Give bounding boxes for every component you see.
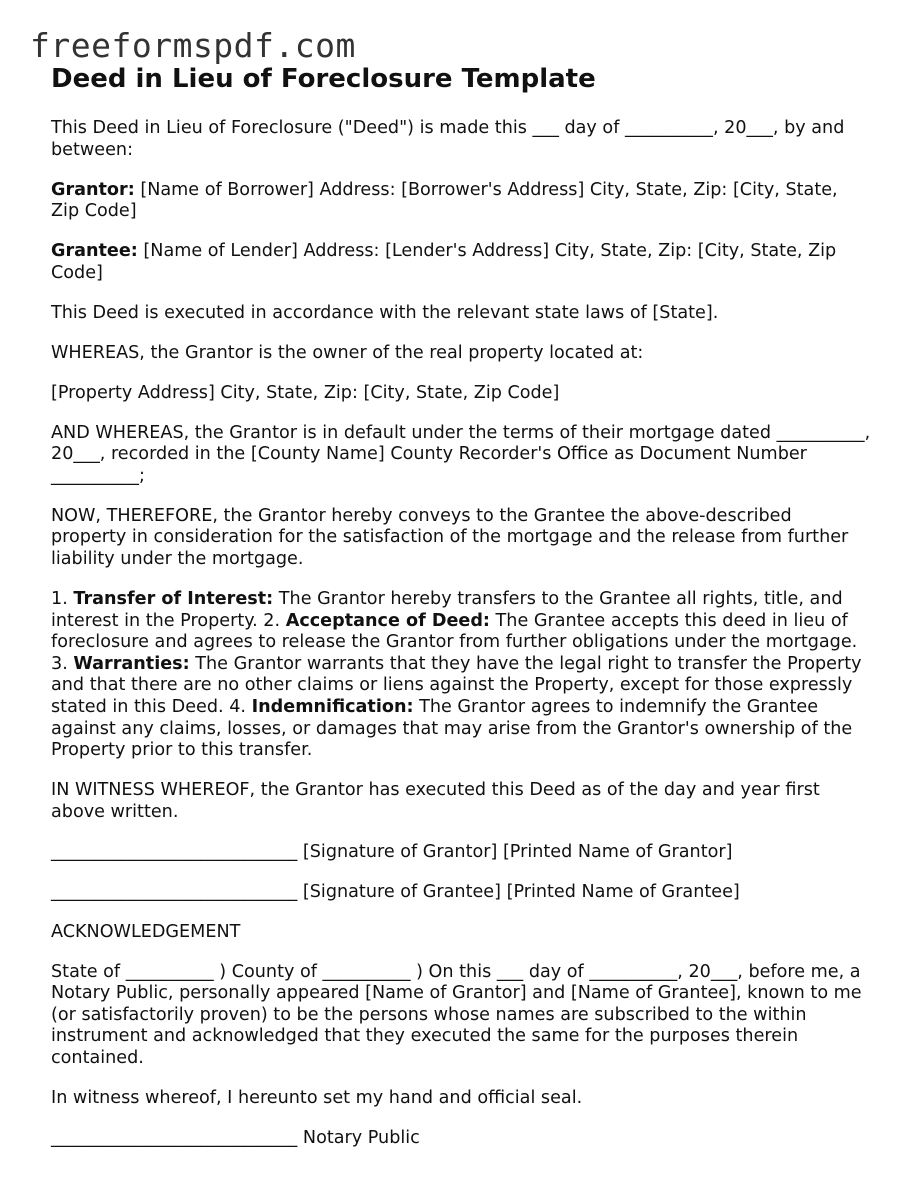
- and-whereas-paragraph: AND WHEREAS, the Grantor is in default under the terms of their mortgage dated __________, 20___, recorded in the [County Name] County Recorder's Office as Document Number __________;: [51, 422, 871, 486]
- document-title: Deed in Lieu of Foreclosure Template: [51, 64, 596, 94]
- grantee-text: [Name of Lender] Address: [Lender's Address] City, State, Zip: [City, State, Zip Code]: [51, 241, 837, 283]
- grantor-text: [Name of Borrower] Address: [Borrower's Address] City, State, Zip: [City, State, Zip Code]: [51, 179, 838, 222]
- document-body: [51, 118, 871, 1168]
- notary-signature-line: ____________________________ Notary Public: [51, 1128, 420, 1149]
- term-heading-indemnification: Indemnification:: [251, 697, 414, 717]
- property-paragraph: [Property Address] City, State, Zip: [City, State, Zip Code]: [51, 382, 560, 403]
- term-heading-warranties: Warranties:: [73, 653, 190, 674]
- grantor-paragraph: [51, 180, 871, 223]
- term-text: The Grantor hereby transfers to the Grantee all rights, title, and interest in the Property. 2.: [51, 589, 843, 631]
- grantor-label: Grantor:: [51, 179, 135, 200]
- acknowledgement-heading: ACKNOWLEDGEMENT: [51, 921, 241, 942]
- whereas-paragraph: WHEREAS, the Grantor is the owner of the real property located at:: [51, 342, 644, 363]
- watermark: freeformspdf.com: [30, 26, 356, 65]
- in-witness-paragraph: IN WITNESS WHEREOF, the Grantor has executed this Deed as of the day and year first above written.: [51, 780, 820, 822]
- now-therefore-paragraph: NOW, THEREFORE, the Grantor hereby conveys to the Grantee the above-described property in consideration for the satisfaction of the mortgage and the release from further liability under the mortgage.: [51, 505, 849, 570]
- term-heading-transfer: Transfer of Interest:: [73, 589, 274, 610]
- grantee-signature-line: ____________________________ [Signature of Grantee] [Printed Name of Grantee]: [51, 881, 740, 902]
- intro-paragraph: This Deed in Lieu of Foreclosure ("Deed") is made this ___ day of __________, 20___, by and between:: [51, 118, 845, 160]
- grantor-signature-line: ____________________________ [Signature of Grantor] [Printed Name of Grantor]: [51, 841, 733, 862]
- notary-witness-paragraph: In witness whereof, I hereunto set my hand and official seal.: [51, 1088, 583, 1109]
- term-text: The Grantee accepts this deed in lieu of foreclosure and agrees to release the Grantor from further obligations under the mortgage. 3.: [51, 610, 858, 674]
- terms-paragraph: [51, 589, 871, 762]
- term-heading-acceptance: Acceptance of Deed:: [285, 610, 490, 631]
- acknowledgement-body: State of __________ ) County of __________ ) On this ___ day of __________, 20___, before me, a Notary Public, personally appeared [Name of Grantor] and [Name of Grantee], known to me (or satisfactorily proven) to be the persons whose names are subscribed to the within instrument and acknowledged that they executed the same for the purposes therein contained.: [51, 961, 862, 1069]
- grantee-label: Grantee:: [51, 241, 138, 262]
- executed-paragraph: This Deed is executed in accordance with the relevant state laws of [State].: [51, 302, 719, 323]
- term-text: The Grantor agrees to indemnify the Grantee against any claims, losses, or damages that may arise from the Grantor's ownership of the Property prior to this transfer.: [51, 697, 853, 761]
- term-text: The Grantor warrants that they have the legal right to transfer the Property and that there are no other claims or liens against the Property, except for those expressly stated in this Deed. 4.: [51, 653, 862, 717]
- grantee-paragraph: [51, 241, 871, 284]
- term-number: 1.: [51, 589, 74, 610]
